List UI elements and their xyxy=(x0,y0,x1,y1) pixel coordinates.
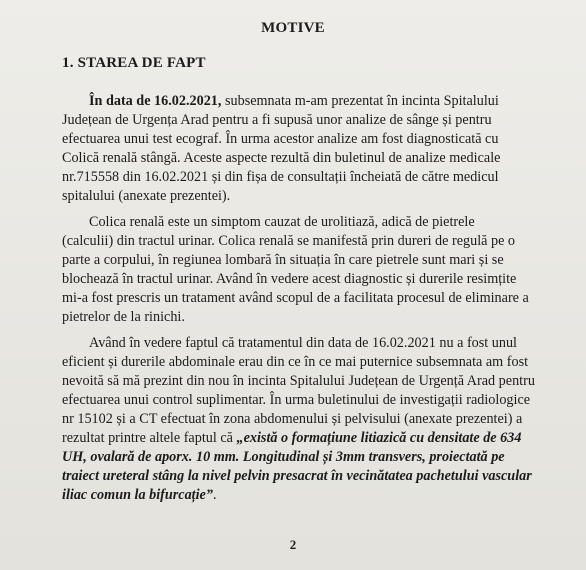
paragraph-line: blochează în tractul urinar. Având în vedere acest diagnostic și durerile resimțite xyxy=(62,271,517,287)
page-number: 2 xyxy=(289,537,297,552)
quote-start: „există o formațiune litiazică cu densitate de 634 xyxy=(236,430,522,446)
paragraph-line: (calculii) din tractul urinar. Colica renală se manifestă prin dureri de regulă pe o xyxy=(62,233,516,249)
paragraph-line: pietrelor de la rinichi. xyxy=(62,309,185,325)
paragraph-line: Colica renală este un simptom cauzat de urolitiază, adică de pietrele xyxy=(89,214,475,230)
date-lead: În data de 16.02.2021, xyxy=(89,93,222,109)
paragraph-line: Colică renală stângă. Aceste aspecte rezultă din buletinul de analize medicale xyxy=(62,150,501,166)
paragraph-line: nr.715558 din 16.02.2021 și din fișa de consultații încheiată de către medicul xyxy=(62,169,499,185)
quote-line: UH, ovalară de aporx. 10 mm. Longitudinal și 3mm transvers, proiectată pe xyxy=(62,449,505,465)
quote-line: traiect ureteral stâng la nivel pelvin presacrat în vecinătatea pachetului vascular xyxy=(62,468,532,484)
line-text: . xyxy=(212,487,217,503)
paragraph-line xyxy=(89,92,499,110)
line-text: subsemnata m-am prezentat în incinta Spitalului xyxy=(221,93,499,109)
quote-end: iliac comun la bifurcație” xyxy=(62,487,213,503)
paragraph-line: Având în vedere faptul că tratamentul din data de 16.02.2021 nu a fost unul xyxy=(89,335,517,351)
paragraph-line: efectuarea unui control suplimentar. În urma buletinului de investigații radiologice xyxy=(62,392,531,408)
line-text: rezultat printre altele faptul că xyxy=(62,430,237,446)
paragraph-line: nevoită să mă prezint din nou în incinta Spitalului Județean de Urgență Arad pentru xyxy=(62,373,535,389)
document-heading: MOTIVE xyxy=(261,20,325,36)
paragraph-line: efectuarea unui test ecograf. În urma acestor analize am fost diagnosticată cu xyxy=(62,131,499,147)
paragraph-line: mi-a fost prescris un tratament având scopul de a facilitata procesul de eliminare a xyxy=(62,290,529,306)
paragraph-line xyxy=(62,486,216,504)
paragraph-line: parte a corpului, în regiunea lombară în situația în care pietrele sunt mari și se xyxy=(62,252,504,268)
section-title: 1. STAREA DE FAPT xyxy=(62,55,206,71)
paragraph-line xyxy=(62,429,521,447)
paragraph-line: Județean de Urgența Arad pentru a fi supusă unor analize de sânge și pentru xyxy=(62,112,492,128)
paragraph-line: eficient și durerile abdominale erau din ce în ce mai puternice subsemnata am fost xyxy=(62,354,529,370)
paragraph-line: nr 15102 și a CT efectuat în zona abdomenului și pelvisului (anexate prezentei) a xyxy=(62,411,523,427)
paragraph-line: spitalului (anexate prezentei). xyxy=(62,188,231,204)
